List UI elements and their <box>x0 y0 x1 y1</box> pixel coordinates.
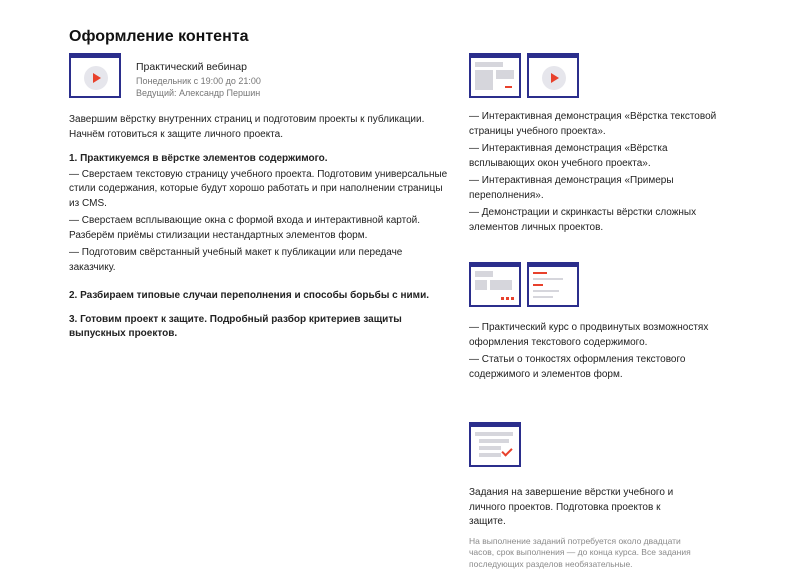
section-3-heading: 3. Готовим проект к защите. Подробный разбор критериев защиты выпускных проектов. <box>69 313 449 342</box>
play-icon <box>542 66 566 90</box>
play-icon <box>84 66 108 90</box>
webinar-host: Ведущий: Александр Першин <box>136 87 261 99</box>
checkmark-icon <box>501 445 512 456</box>
section-1-item: — Подготовим свёрстанный учебный макет к публикации или передаче заказчику. <box>69 246 449 275</box>
popup-window-icon <box>469 262 521 307</box>
course-list <box>469 321 729 382</box>
demo-item: — Интерактивная демонстрация «Вёрстка всплывающих окон учебного проекта». <box>469 142 729 171</box>
intro-text: Завершим вёрстку внутренних страниц и подготовим проекты к публикации. Начнём готовиться к защите личного проекта. <box>69 113 449 142</box>
text-page-window-icon <box>469 53 521 98</box>
tasks-block <box>469 486 699 570</box>
checklist-window-icon <box>469 422 521 467</box>
section-1-heading: 1. Практикуемся в вёрстке элементов содержимого. <box>69 152 449 167</box>
section-1-item: — Сверстаем всплывающие окна с формой входа и интерактивной картой. Разберём приёмы стилизации нестандартных элементов форм. <box>69 214 449 243</box>
course-item: — Статьи о тонкостях оформления текстового содержимого и элементов форм. <box>469 353 729 382</box>
demo-item: — Демонстрации и скринкасты вёрстки сложных элементов личных проектов. <box>469 206 729 235</box>
tasks-note: На выполнение заданий потребуется около двадцати часов, срок выполнения — до конца курса. Все задания последующих разделов необязательные. <box>469 536 699 570</box>
page-title: Оформление контента <box>69 28 248 46</box>
webinar-info <box>136 60 261 99</box>
demo-item: — Интерактивная демонстрация «Примеры переполнения». <box>469 174 729 203</box>
webinar-title: Практический вебинар <box>136 60 261 75</box>
left-column <box>69 113 449 342</box>
video-window-icon <box>69 53 121 98</box>
webinar-schedule: Понедельник с 19:00 до 21:00 <box>136 75 261 87</box>
demo-item: — Интерактивная демонстрация «Вёрстка текстовой страницы учебного проекта». <box>469 110 729 139</box>
video-window-icon <box>527 53 579 98</box>
section-1-item: — Сверстаем текстовую страницу учебного проекта. Подготовим универсальные стили содержания, которые будут хорошо работать и при наполнении страницы из CMS. <box>69 168 449 212</box>
course-item: — Практический курс о продвинутых возможностях оформления текстового содержимого. <box>469 321 729 350</box>
demos-list <box>469 110 729 235</box>
section-2-heading: 2. Разбираем типовые случаи переполнения и способы борьбы с ними. <box>69 289 449 304</box>
form-window-icon <box>527 262 579 307</box>
tasks-text: Задания на завершение вёрстки учебного и личного проектов. Подготовка проектов к защите. <box>469 486 699 530</box>
